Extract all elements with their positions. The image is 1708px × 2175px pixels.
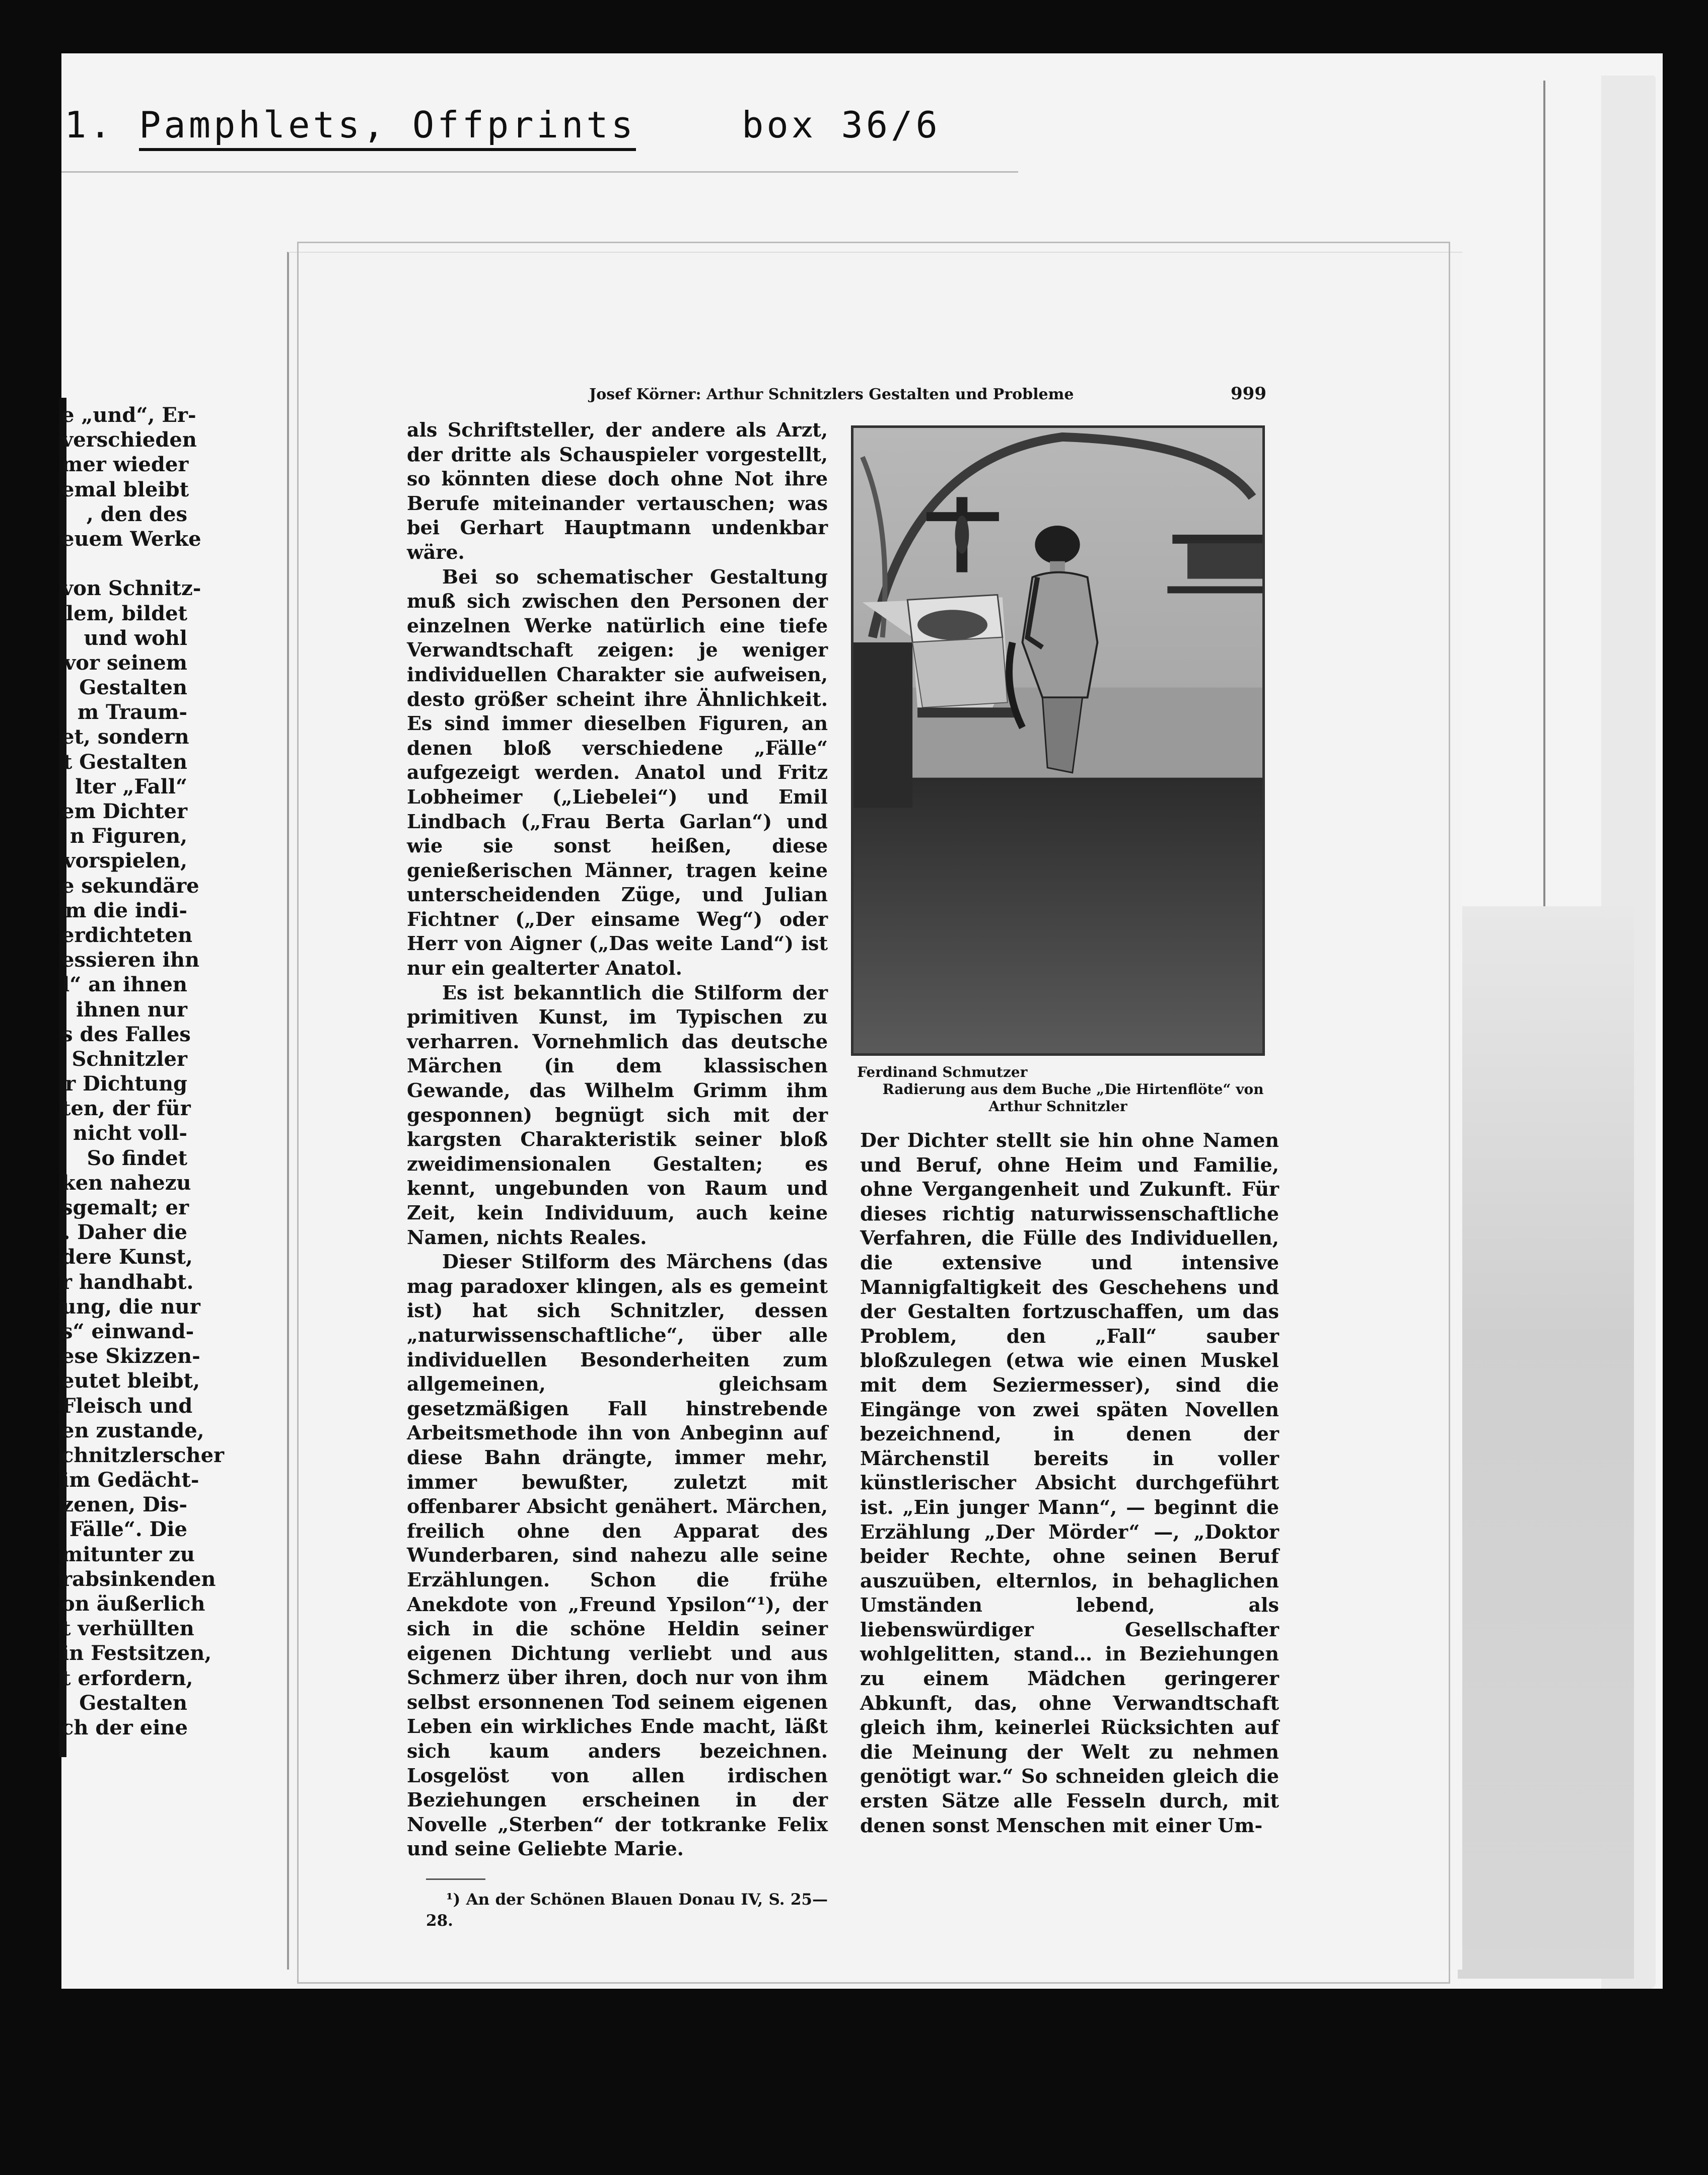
- fragment-line: m Traum-: [77, 700, 187, 724]
- left-column: [407, 418, 828, 1861]
- paragraph: Bei so schematischer Gestaltung muß sich zwischen den Personen der einzelnen Werke natürlich eine tiefe Verwandtschaft zeigen: je weniger individuellen Charakter sie aufweisen, desto größer scheint ihre Ähnlichkeit. Es sind immer dieselben Figuren, an denen bloß verschiedene „Fälle“ aufgezeigt werden. Anatol und Fritz Lobheimer („Liebelei“) und Emil Lindbach („Frau Berta Garlan“) und wie sie sonst heißen, diese genießerischen Männer, tragen keine unterscheidenden Züge, und Julian Fichtner („Der einsame Weg“) oder Herr von Aigner („Das weite Land“) ist nur ein gealterter Anatol.: [407, 565, 828, 980]
- fragment-line: n Figuren,: [69, 824, 187, 848]
- fragment-line: l“ an ihnen: [62, 973, 187, 997]
- fragment-line: ch der eine: [61, 1715, 188, 1739]
- fragment-line: ken nahezu: [61, 1171, 191, 1195]
- mount-shadow-band: [1458, 906, 1634, 1979]
- archive-label-number: 1.: [64, 104, 114, 146]
- archive-label: [64, 104, 941, 146]
- left-column-stack: [407, 418, 828, 1931]
- fragment-line: erdichteten: [61, 923, 193, 947]
- running-head-title: Josef Körner: Arthur Schnitzlers Gestalten und Probleme: [589, 386, 1074, 403]
- header-divider: [61, 171, 1018, 173]
- fragment-line: dere Kunst,: [61, 1245, 193, 1269]
- fragment-line: m die indi-: [65, 898, 187, 922]
- fragment-line: verschieden: [61, 428, 197, 452]
- fragment-line: emal bleibt: [61, 477, 189, 501]
- fragment-line: So findet: [87, 1146, 187, 1170]
- fragment-line: lter „Fall“: [75, 774, 187, 799]
- fragment-line: essieren ihn: [61, 948, 200, 972]
- archive-label-box: box 36/6: [742, 104, 941, 146]
- sick-figure-head: [917, 610, 987, 640]
- fragment-line: ten, der für: [61, 1097, 191, 1121]
- footnote-marker: ¹): [446, 1891, 461, 1909]
- paragraph: Dieser Stilform des Märchens (das mag paradoxer klingen, als es gemeint ist) hat sich Schnitzler, dessen „naturwissenschaftliche“, über alle individuellen Besonderheiten zum allgemeinen, gleichsam gesetzmäßigen Fall hinstrebende Arbeitsmethode ihn von Anbeginn auf diese Bahn drängte, immer mehr, immer bewußter, zuletzt mit offenbarer Absicht genähert. Märchen, freilich ohne den Apparat des Wunderbaren, sind nahezu alle seine Erzählungen. Schon die frühe Anekdote von „Freund Ypsilon“¹), der sich in die schöne Heldin seiner eigenen Dichtung verliebt und aus Schmerz über ihren, doch nur von ihm selbst ersonnenen Tod seinem eigenen Leben ein wirkliches Ende macht, läßt sich kaum anders bezeichnen. Losgelöst von allen irdischen Beziehungen erscheinen in der Novelle „Sterben“ der totkranke Felix und seine Geliebte Marie.: [407, 1250, 828, 1860]
- fragment-line: Gestalten: [79, 1691, 187, 1715]
- fragment-line: rabsinkenden: [61, 1567, 216, 1591]
- running-head: [589, 384, 1266, 404]
- fragment-line: ese Skizzen-: [61, 1344, 200, 1368]
- illustration-caption: Radierung aus dem Buche „Die Hirtenflöte“ von: [882, 1081, 1264, 1098]
- fragment-line: [61, 551, 187, 576]
- paragraph: Der Dichter stellt sie hin ohne Namen und Beruf, ohne Heim und Familie, ohne Vergangenheit und Zukunft. Für dieses richtig naturwissenschaftliche Verfahren, die Fülle des Individuellen, die extensive und intensive Mannigfaltigkeit des Geschehens und der Gestalten fortzuschaffen, um das Problem, den „Fall“ sauber bloßzulegen (etwa wie einen Muskel mit dem Seziermesser), sind die Eingänge von zwei späten Novellen bezeichnend, in denen der Märchenstil bereits in voller künstlerischer Absicht durchgeführt ist. „Ein junger Mann“, — beginnt die Erzählung „Der Mörder“ —, „Doktor beider Rechte, ohne seinen Beruf auszuüben, elternlos, in behaglichen Umständen lebend, als liebenswürdiger Gesellschafter wohlgelitten, stand… in Beziehungen zu einem Mädchen geringerer Abkunft, das, ohne Verwandtschaft gleich ihm, keinerlei Rücksichten auf die Meinung der Welt zu nehmen genötigt war.“ So schneiden gleich die ersten Sätze alle Fesseln durch, mit denen sonst Menschen mit einer Um-: [860, 1129, 1279, 1837]
- fragment-line: en zustande,: [61, 1418, 204, 1442]
- fragment-line: eutet bleibt,: [61, 1369, 200, 1393]
- fragment-line: s des Falles: [61, 1022, 191, 1046]
- fragment-line: im Gedächt-: [61, 1468, 199, 1492]
- fragment-line: Fleisch und: [61, 1394, 193, 1418]
- fragment-line: Schnitzler: [72, 1047, 187, 1071]
- fragment-line: zenen, Dis-: [62, 1493, 187, 1517]
- right-column: [860, 1128, 1279, 1838]
- fragment-line: von Schnitz-: [61, 576, 201, 601]
- fragment-line: e „und“, Er-: [61, 403, 196, 427]
- illustration-artist: Ferdinand Schmutzer: [857, 1064, 1028, 1080]
- fragment-line: sgemalt; er: [61, 1196, 189, 1219]
- fragment-line: vorspielen,: [63, 849, 187, 873]
- footnote-text: An der Schönen Blauen Donau IV, S. 25—28.: [426, 1891, 828, 1930]
- fragment-line: r handhabt.: [61, 1270, 194, 1294]
- fragment-line: s“ einwand-: [61, 1319, 194, 1343]
- fragment-line: , den des: [86, 502, 187, 526]
- paragraph: als Schriftsteller, der andere als Arzt, der dritte als Schauspieler vorgestellt, so könnten diese doch ohne Not ihre Berufe miteinander vertauschen; was bei Gerhart Hauptmann undenkbar wäre.: [407, 418, 828, 563]
- footnote: [426, 1889, 828, 1931]
- fragment-line: ihnen nur: [76, 997, 187, 1022]
- fragment-line: und wohl: [84, 626, 187, 650]
- fragment-line: in Festsitzen,: [61, 1641, 212, 1665]
- fragment-line: euem Werke: [61, 527, 201, 551]
- fragment-line: em Dichter: [61, 800, 188, 823]
- fragment-line: et, sondern: [61, 725, 189, 749]
- fragment-line: t erfordern,: [61, 1666, 193, 1690]
- fragment-line: . Daher die: [63, 1220, 187, 1245]
- page-number: 999: [1231, 384, 1266, 404]
- fragment-line: r Dichtung: [65, 1072, 187, 1096]
- fragment-line: lem, bildet: [65, 601, 187, 625]
- fragment-line: on äußerlich: [61, 1592, 205, 1616]
- etching-illustration: [851, 425, 1265, 1056]
- fragment-line: ung, die nur: [61, 1294, 200, 1319]
- fragment-line: mer wieder: [61, 453, 189, 477]
- fragment-line: Fälle“. Die: [69, 1517, 187, 1542]
- paragraph: Es ist bekanntlich die Stilform der primitiven Kunst, im Typischen zu verharren. Vornehmlich das deutsche Märchen (in dem klassischen Gewande, das Wilhelm Grimm ihm gesponnen) begnügt sich mit der kargsten Charakteristik seiner bloß zweidimensionalen Gestalten; es kennt, ungebunden von Raum und Zeit, kein Individuum, auch keine Namen, nichts Reales.: [407, 981, 828, 1249]
- previous-page-fragment: [61, 403, 225, 1740]
- floor: [852, 778, 1263, 1054]
- fragment-line: nicht voll-: [73, 1121, 187, 1145]
- illustration-caption-author: Arthur Schnitzler: [988, 1098, 1127, 1115]
- fragment-line: mitunter zu: [61, 1542, 195, 1566]
- fragment-line: vor seinem: [64, 650, 187, 675]
- fragment-line: e sekundäre: [61, 874, 199, 898]
- fragment-line: t Gestalten: [62, 750, 187, 774]
- fragment-line: Gestalten: [79, 676, 187, 700]
- fragment-line: t verhüllten: [61, 1617, 194, 1641]
- fragment-line: chnitzlerscher: [61, 1443, 225, 1467]
- footnote-rule: [426, 1878, 485, 1880]
- right-column-stack: [851, 425, 1279, 1838]
- archive-label-series: Pamphlets, Offprints: [139, 104, 636, 151]
- etching-drawing: [852, 427, 1263, 1054]
